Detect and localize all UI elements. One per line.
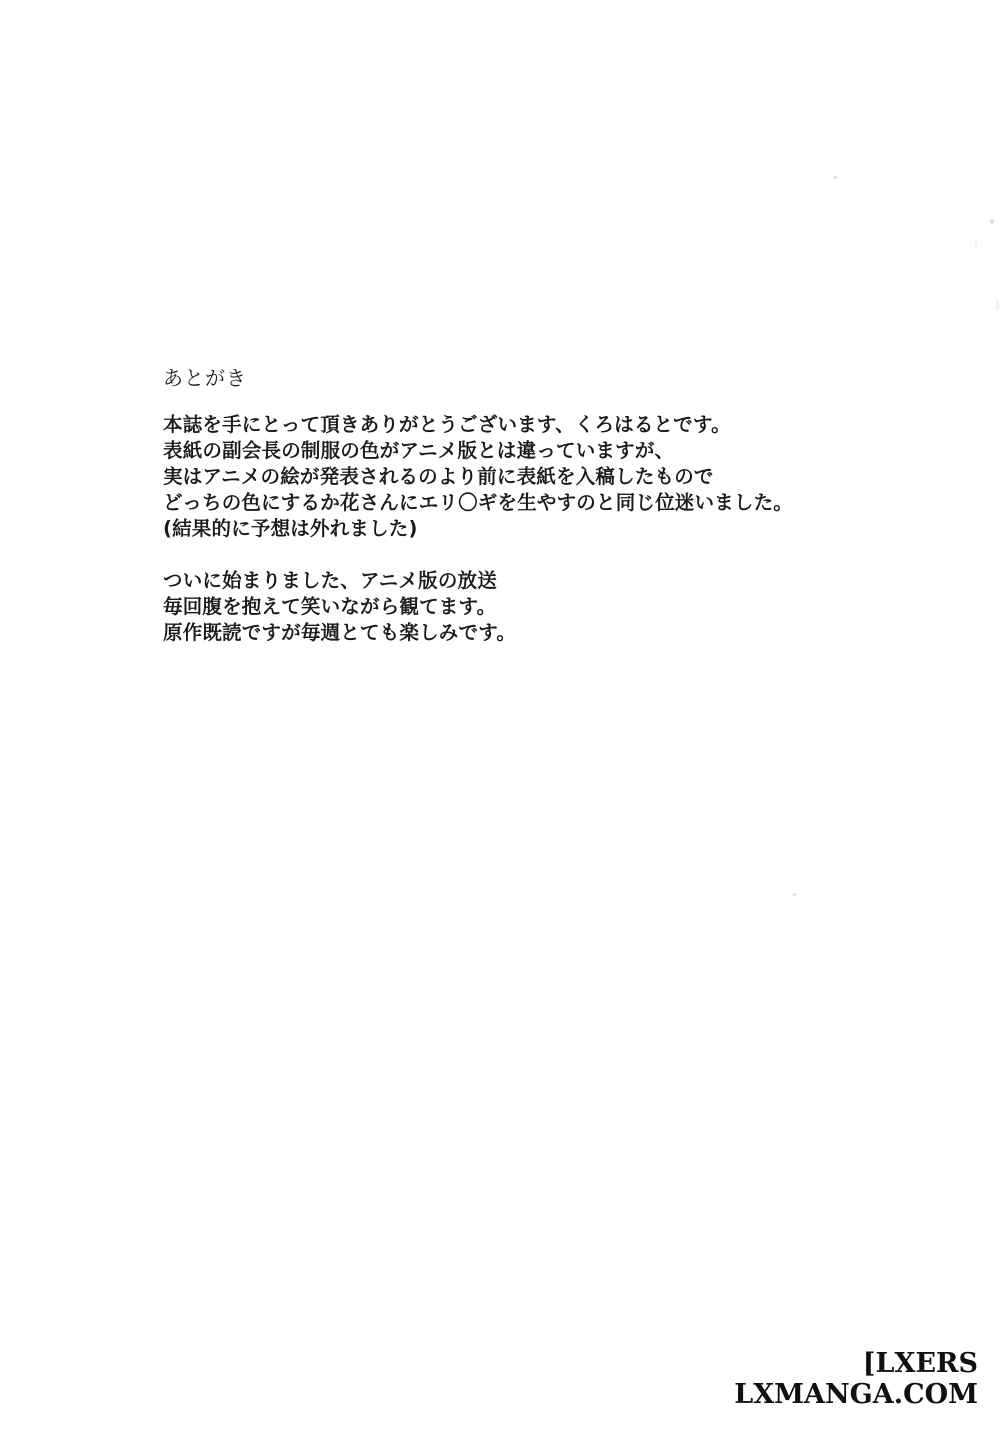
afterword-line: ついに始まりました、アニメ版の放送	[163, 569, 497, 592]
scan-speck	[975, 240, 977, 247]
scan-speck	[990, 219, 994, 224]
afterword-line: 表紙の副会長の制服の色がアニメ版とは違っていますが、	[163, 439, 675, 462]
afterword-line: 毎回腹を抱えて笑いながら観てます。	[163, 595, 497, 618]
afterword-line: どっちの色にするか花さんにエリ〇ギを生やすのと同じ位迷いました。	[163, 491, 794, 514]
site-watermark	[734, 1349, 978, 1411]
scan-speck	[834, 176, 837, 179]
scan-speck	[793, 893, 796, 896]
watermark-top-text: [LXERS	[862, 1348, 978, 1379]
scan-speck	[996, 300, 999, 310]
afterword-title: あとがき	[163, 366, 247, 390]
afterword-line: 本誌を手にとって頂きありがとうございます、くろはるとです。	[163, 413, 731, 436]
afterword-section	[163, 366, 923, 646]
afterword-line: 原作既読ですが毎週とても楽しみです。	[163, 621, 517, 644]
afterword-line: (結果的に予想は外れました)	[163, 517, 418, 540]
afterword-paragraph	[163, 412, 923, 542]
afterword-line: 実はアニメの絵が発表されるのより前に表紙を入稿したもので	[163, 465, 714, 488]
afterword-paragraph	[163, 568, 923, 646]
watermark-bottom-text: LXMANGA.COM	[734, 1379, 978, 1410]
